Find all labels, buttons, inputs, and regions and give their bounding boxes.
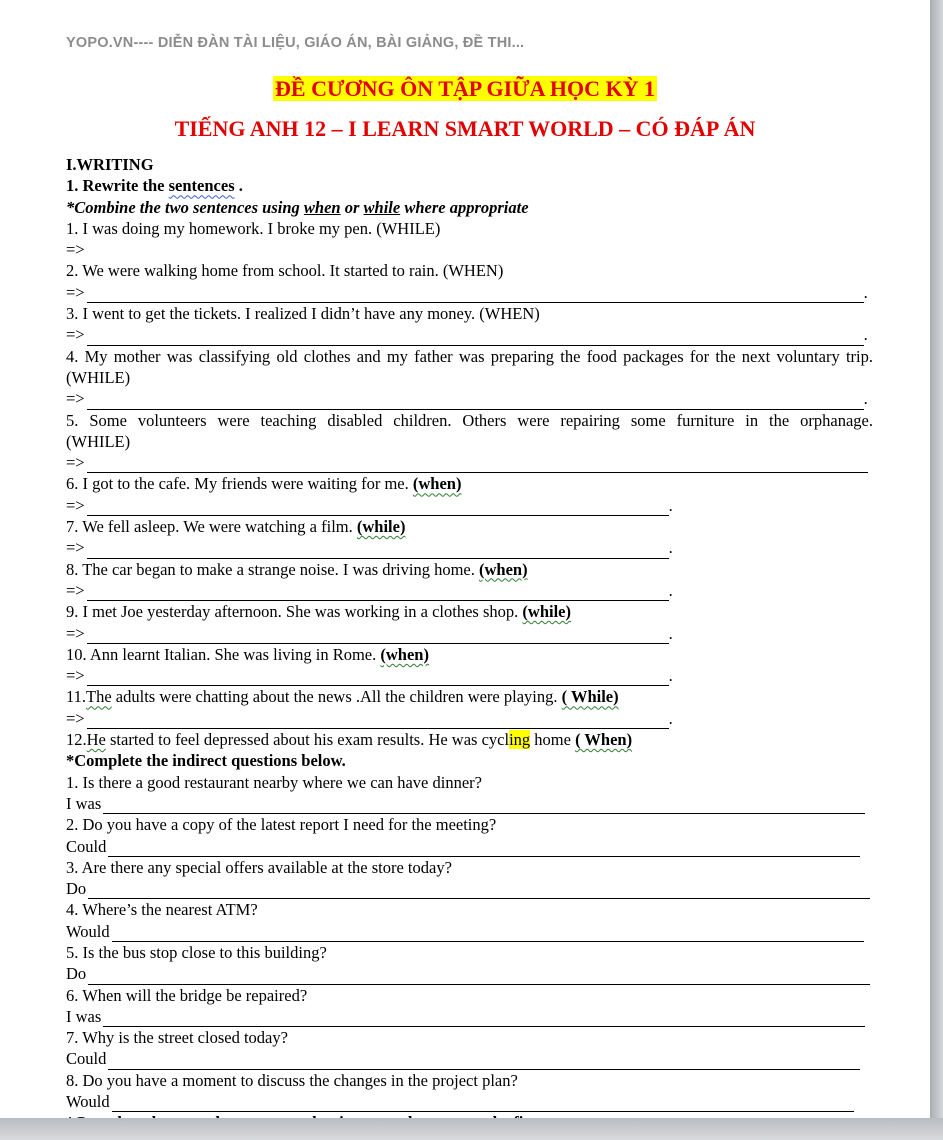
answer-blank[interactable] <box>87 498 669 516</box>
question-12-text-b: home <box>530 730 576 750</box>
iq-question-6: 6. When will the bridge be repaired? <box>66 985 308 1005</box>
answer-blank[interactable] <box>112 924 864 942</box>
answer-blank[interactable] <box>112 1094 854 1112</box>
iq-answer-start: Could <box>66 836 107 856</box>
question-12-first-word: He <box>86 730 106 750</box>
question-8 <box>66 559 873 580</box>
question-7-keyword: (while) <box>356 517 406 537</box>
instr-a: *Combine the two sentences using <box>66 197 304 217</box>
part1-heading-c: . <box>234 176 243 196</box>
iq-question-8: 8. Do you have a moment to discuss the changes in the project plan? <box>66 1070 518 1090</box>
answer-arrow: => <box>66 580 85 600</box>
question-3: 3. I went to get the tickets. I realized I didn’t have any money. (WHEN) <box>66 304 540 324</box>
iq-question-4: 4. Where’s the nearest ATM? <box>66 900 258 920</box>
iq-answer-start: Would <box>66 921 110 941</box>
answer-9[interactable]: => . <box>66 623 673 643</box>
question-10 <box>66 644 873 665</box>
question-6-text: 6. I got to the cafe. My friends were waiting for me. <box>66 474 413 494</box>
document-body <box>66 154 873 1120</box>
answer-blank[interactable] <box>88 881 870 899</box>
window-bottom-bar <box>0 1118 943 1140</box>
part1-instruction <box>66 197 873 218</box>
answer-blank[interactable] <box>103 1009 865 1027</box>
iq-answer-start: I was <box>66 793 102 813</box>
answer-blank[interactable] <box>87 626 669 644</box>
answer-blank[interactable] <box>87 583 669 601</box>
iq-answer-6[interactable] <box>66 1006 873 1027</box>
question-10-keyword: (when) <box>380 644 429 664</box>
document-subtitle: TIẾNG ANH 12 – I LEARN SMART WORLD – CÓ ĐÁP ÁN <box>174 116 756 141</box>
answer-blank[interactable] <box>88 967 870 985</box>
instr-when: when <box>303 197 341 217</box>
instr-b: where appropriate <box>400 197 529 217</box>
answer-5[interactable] <box>66 452 873 473</box>
question-9-text: 9. I met Joe yesterday afternoon. She was working in a clothes shop. <box>66 602 523 622</box>
question-6-keyword: (when) <box>412 474 462 494</box>
iq-question-5: 5. Is the bus stop close to this building? <box>66 942 327 962</box>
answer-3[interactable]: => . <box>66 325 868 345</box>
page-edge-shadow <box>930 0 943 1140</box>
iq-question-3: 3. Are there any special offers available at the store today? <box>66 857 452 877</box>
highlighted-text: ing <box>509 730 531 750</box>
answer-blank[interactable] <box>87 285 864 303</box>
question-12 <box>66 729 873 750</box>
question-11-text: adults were chatting about the news .All the children were playing. <box>111 687 562 707</box>
question-12-number: 12. <box>66 730 87 750</box>
answer-arrow: => <box>66 666 85 686</box>
question-2: 2. We were walking home from school. It started to rain. (WHEN) <box>66 261 504 281</box>
answer-1[interactable]: => <box>66 240 85 260</box>
answer-4[interactable]: => . <box>66 389 868 409</box>
answer-blank[interactable] <box>87 455 868 473</box>
document-title-text: ĐỀ CƯƠNG ÔN TẬP GIỮA HỌC KỲ 1 <box>275 76 655 101</box>
part1-heading <box>66 175 873 196</box>
answer-blank[interactable] <box>87 328 864 346</box>
answer-blank[interactable] <box>103 796 865 814</box>
site-header: YOPO.VN---- DIỄN ĐÀN TÀI LIỆU, GIÁO ÁN, BÀI GIẢNG, ĐỀ THI... <box>66 35 525 51</box>
question-9 <box>66 601 873 622</box>
answer-blank[interactable] <box>87 711 669 729</box>
iq-answer-8[interactable] <box>66 1091 873 1112</box>
iq-question-1: 1. Is there a good restaurant nearby where we can have dinner? <box>66 772 482 792</box>
section-heading: I.WRITING <box>66 155 154 174</box>
iq-answer-1[interactable] <box>66 793 873 814</box>
iq-question-2: 2. Do you have a copy of the latest report I need for the meeting? <box>66 815 497 835</box>
question-5: 5. Some volunteers were teaching disabled children. Others were repairing some furniture in the orphanage. <box>66 410 873 430</box>
answer-blank[interactable] <box>108 839 860 857</box>
iq-answer-start: Do <box>66 964 87 984</box>
iq-answer-3[interactable] <box>66 878 873 899</box>
question-7-text: 7. We fell asleep. We were watching a film. <box>66 517 357 537</box>
answer-arrow: => <box>66 495 85 515</box>
iq-answer-7[interactable] <box>66 1048 873 1069</box>
answer-6[interactable]: => . <box>66 495 673 515</box>
answer-2[interactable]: => . <box>66 282 868 302</box>
answer-8[interactable]: => . <box>66 580 673 600</box>
question-6 <box>66 473 873 494</box>
iq-answer-start: I was <box>66 1006 102 1026</box>
question-4: 4. My mother was classifying old clothes and my father was preparing the food packages for the next voluntary trip. (WHILE) <box>66 346 873 387</box>
part1-heading-b: sentences <box>168 176 235 196</box>
question-7 <box>66 516 873 537</box>
iq-answer-start: Do <box>66 879 87 899</box>
question-11-keyword: ( While) <box>561 687 619 707</box>
iq-question-7: 7. Why is the street closed today? <box>66 1028 288 1048</box>
question-12-text-a: started to feel depressed about his exam results. He was cycl <box>105 730 510 750</box>
question-10-text: 10. Ann learnt Italian. She was living in Rome. <box>66 644 381 664</box>
answer-blank[interactable] <box>87 668 669 686</box>
answer-blank[interactable] <box>87 541 669 559</box>
answer-arrow: => <box>66 282 85 302</box>
iq-answer-start: Would <box>66 1092 110 1112</box>
iq-answer-2[interactable] <box>66 836 873 857</box>
question-12-keyword: ( When) <box>575 730 633 750</box>
question-8-keyword: (when) <box>478 559 528 579</box>
iq-answer-start: Could <box>66 1049 107 1069</box>
iq-answer-5[interactable] <box>66 963 873 984</box>
question-1: 1. I was doing my homework. I broke my pen. (WHILE) <box>66 218 441 238</box>
question-11-first-word: The <box>86 687 112 707</box>
answer-arrow: => <box>66 389 85 409</box>
answer-arrow: => <box>66 708 85 728</box>
instr-while: while <box>363 197 401 217</box>
answer-7[interactable]: => . <box>66 538 673 558</box>
question-5-cont: (WHILE) <box>66 431 131 451</box>
iq-answer-4[interactable] <box>66 921 873 942</box>
answer-11[interactable]: => . <box>66 708 673 728</box>
document-title <box>0 76 930 102</box>
question-11 <box>66 686 873 707</box>
question-11-number: 11. <box>66 687 87 707</box>
answer-arrow: => <box>66 453 85 473</box>
question-8-text: 8. The car began to make a strange noise. I was driving home. <box>66 559 479 579</box>
answer-arrow: => <box>66 538 85 558</box>
answer-arrow: => <box>66 623 85 643</box>
answer-blank[interactable] <box>87 392 864 410</box>
answer-10[interactable]: => . <box>66 666 673 686</box>
part1-heading-a: 1. Rewrite the <box>66 176 169 196</box>
part2-heading: *Complete the indirect questions below. <box>66 751 346 771</box>
instr-or: or <box>340 197 364 217</box>
question-9-keyword: (while) <box>522 602 571 622</box>
answer-arrow: => <box>66 325 85 345</box>
answer-blank[interactable] <box>108 1052 860 1070</box>
